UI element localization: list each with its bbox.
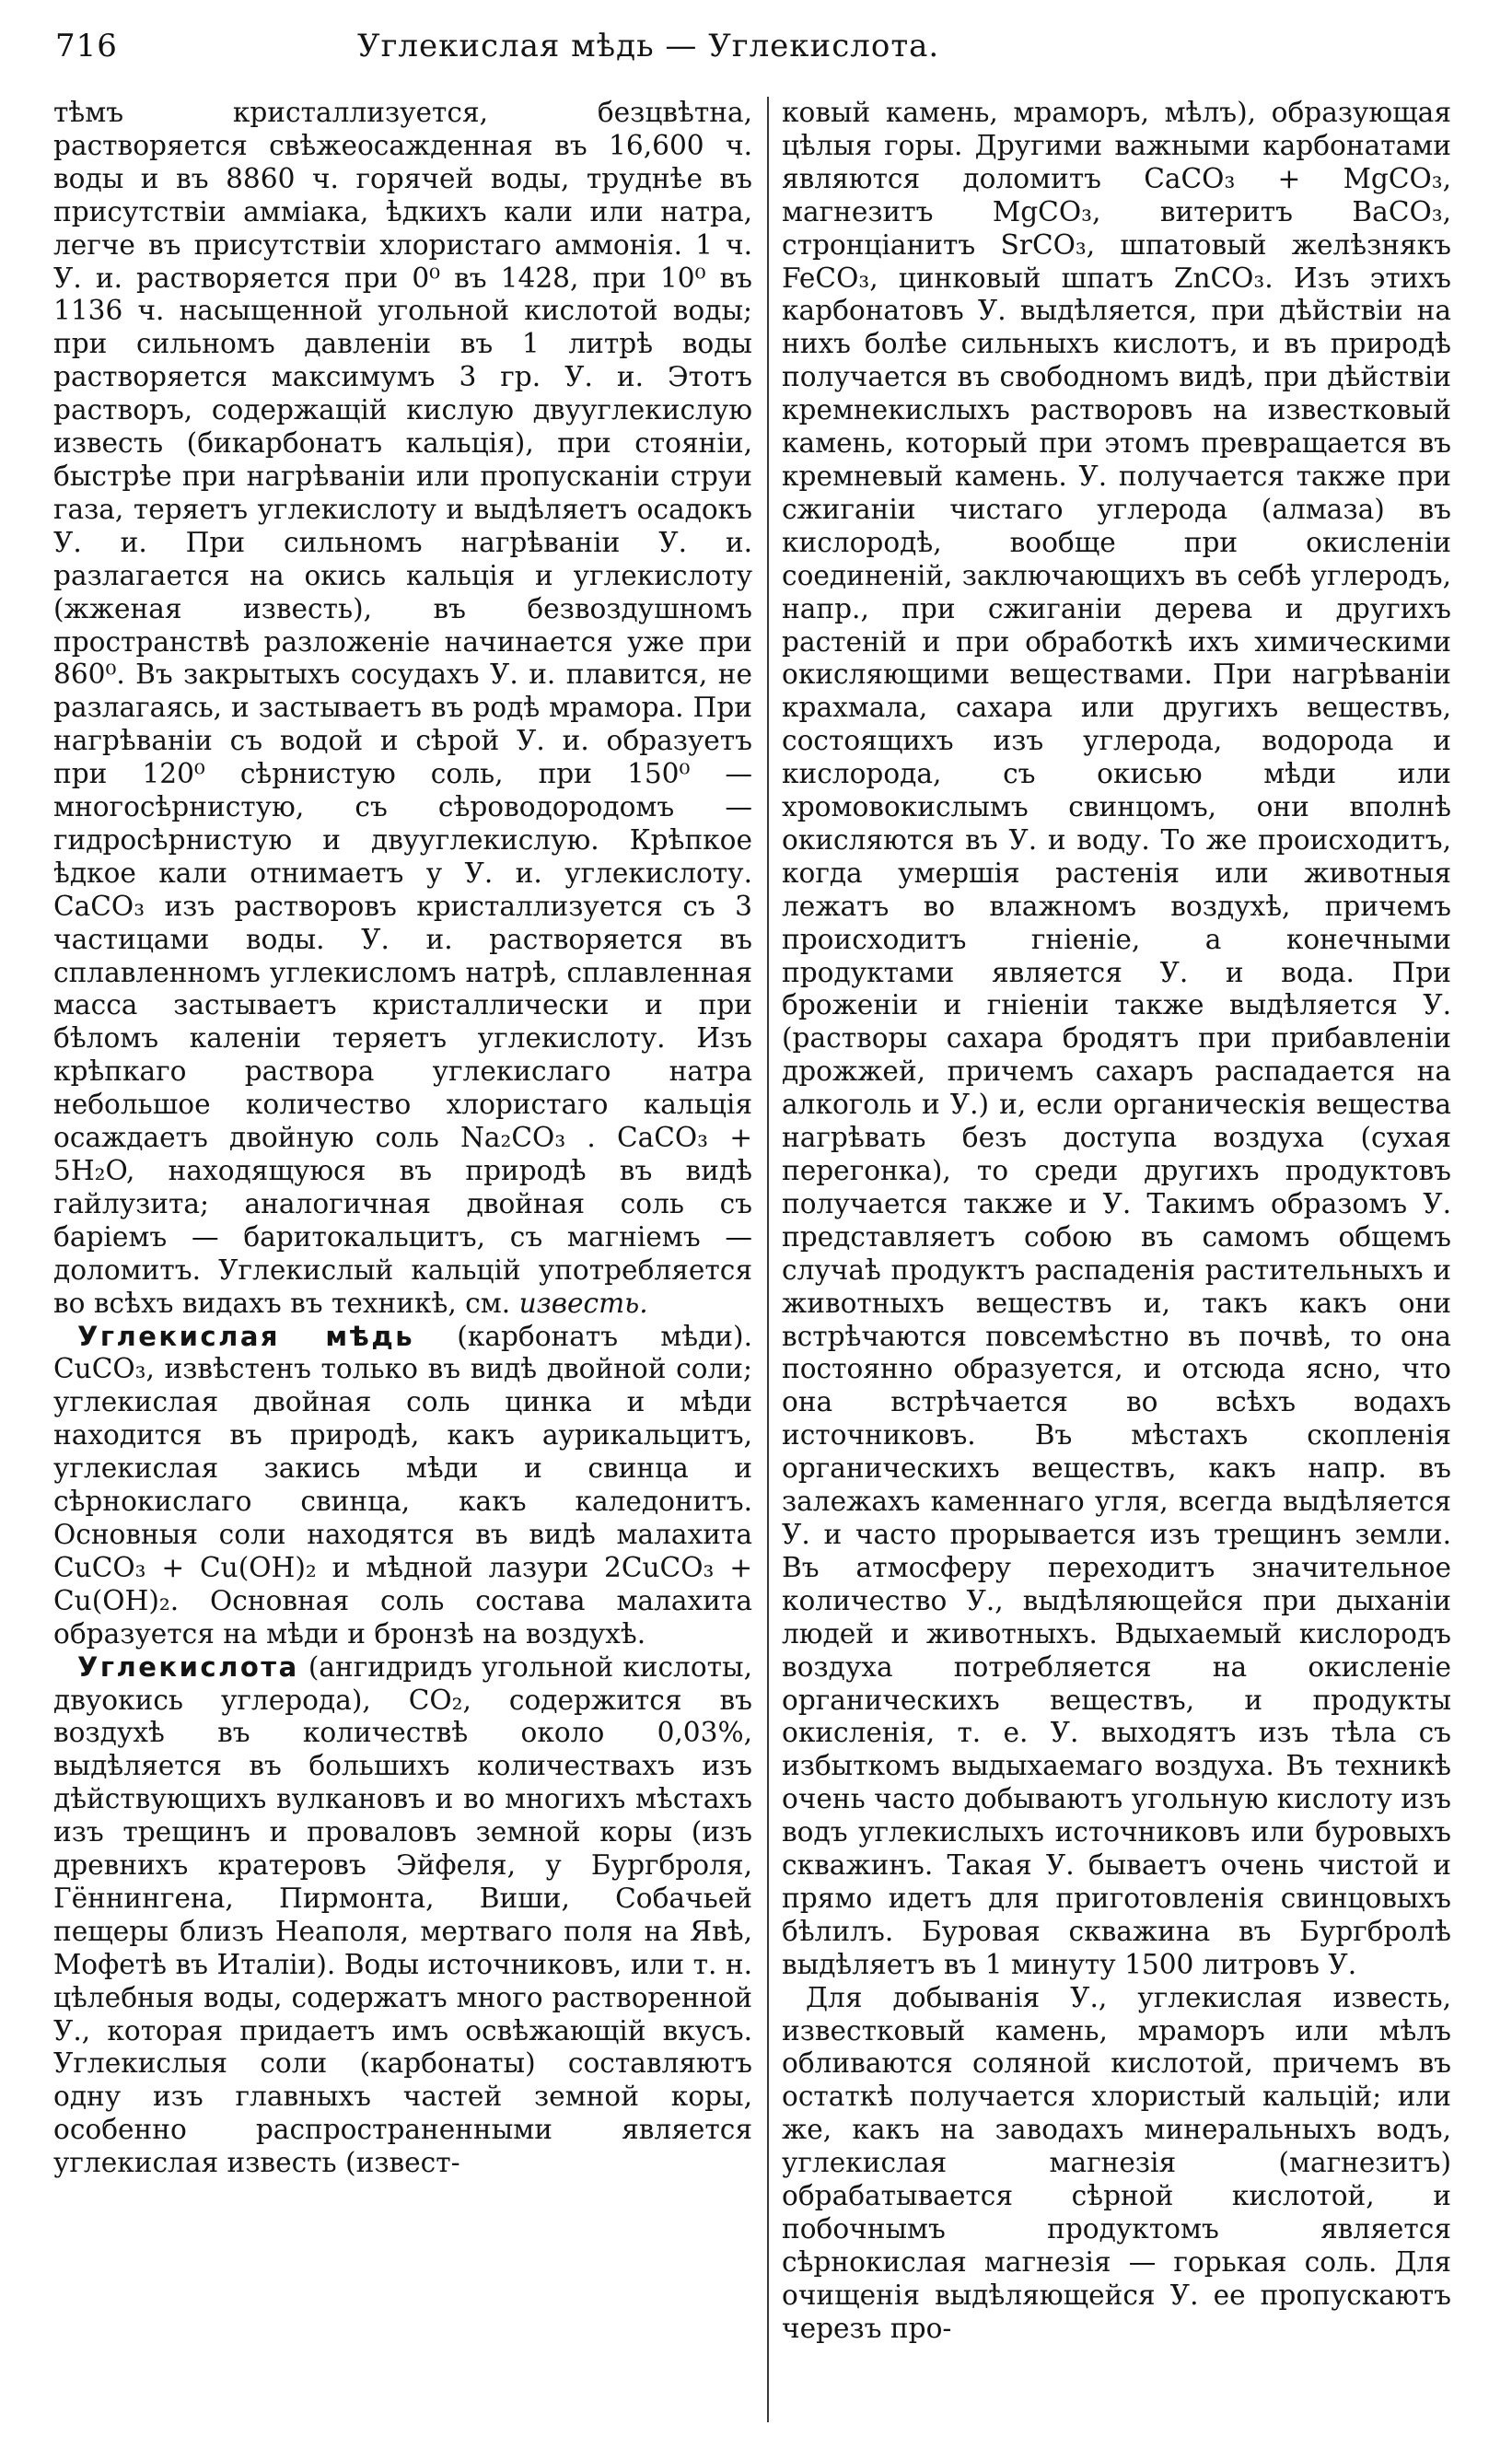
paragraph-text: ковый камень, мраморъ, мѣлъ), образующая цѣлыя горы. Другими важными карбонатами являются доломитъ CaCO₃ + MgCO₃, магнезитъ MgCO₃, витеритъ BaCO₃, стронціанитъ SrCO₃, шпатовый желѣзнякъ FeCO₃, цинковый шпатъ ZnCO₃. Изъ этихъ карбонатовъ У. выдѣляется, при дѣйствіи на нихъ болѣе сильныхъ кислотъ, и въ природѣ получается въ свободномъ видѣ, при дѣйствіи кремнекислыхъ растворовъ на известковый камень, который при этомъ превращается въ кремневый камень. У. получается также при сжиганіи чистаго углерода (алмаза) въ кислородѣ, вообще при окисленіи соединеній, заключающихъ въ себѣ углеродъ, напр., при сжиганіи дерева и другихъ растеній и при обработкѣ ихъ химическими окисляющими веществами. При нагрѣваніи крахмала, сахара или другихъ веществъ, состоящихъ изъ углерода, водорода и кислорода, съ окисью мѣди или хромовокислымъ свинцомъ, они вполнѣ окисляются въ У. и воду. То же происходитъ, когда умершія растенія или животныя лежатъ во влажномъ воздухѣ, причемъ происходитъ гніеніе, а конечными продуктами является У. и вода. При броженіи и гніеніи также выдѣляется У. (растворы сахара бродятъ при прибавленіи дрожжей, причемъ сахаръ распадается на алкоголь и У.) и, если органическія вещества нагрѣвать безъ доступа воздуха (сухая перегонка), то среди другихъ продуктовъ получается также и У. Такимъ образомъ У. представляетъ собою въ самомъ общемъ случаѣ продуктъ распаденія растительныхъ и животныхъ веществъ и, такъ какъ они встрѣчаются повсемѣстно въ почвѣ, то она постоянно образуется, и отсюда ясно, что она встрѣчается во всѣхъ водахъ источниковъ. Въ мѣстахъ скопленія органическихъ веществъ, какъ напр. въ залежахъ каменнаго угля, всегда выдѣляется У. и часто прорывается изъ трещинъ земли. Въ атмосферу переходитъ значительное количество У., выдѣляющейся при дыханіи людей и животныхъ. Вдыхаемый кислородъ воздуха потребляется на окисленіе органическихъ веществъ, и продукты окисленія, т. е. У. выходятъ изъ тѣла съ избыткомъ выдыхаемаго воздуха. Въ техникѣ очень часто добываютъ угольную кислоту изъ водъ углекислыхъ источниковъ или буровыхъ скважинъ. Такая У. бываетъ очень чистой и прямо идетъ для приготовленія свинцовыхъ бѣлилъ. Буровая скважина въ Бургбролѣ выдѣляетъ въ 1 минуту 1500 литровъ У. (782, 97, 1451, 1980)
entry-carbonic-acid (53, 1651, 752, 2181)
entry-carbonate-copper (53, 1321, 752, 1651)
entry-text: (карбонатъ мѣди). CuCO₃, извѣстенъ только въ видѣ двойной соли; углекислая двойная соль цинка и мѣди находится въ природѣ, какъ аурикальцитъ, углекислая закись мѣди и свинца и сѣрнокислаго свинца, какъ каледонитъ. Основныя соли находятся въ видѣ малахита CuCO₃ + Cu(OH)₂ и мѣдной лазури 2CuCO₃ + Cu(OH)₂. Основная соль состава малахита образуется на мѣди и бронзѣ на воздухѣ. (53, 1320, 752, 1650)
entry-text: (ангидридъ угольной кислоты, двуокись углерода), CO₂, содержится въ воздухѣ въ количествѣ около 0,03%, выдѣляется въ большихъ количествахъ изъ дѣйствующихъ вулкановъ и во многихъ мѣстахъ изъ трещинъ и проваловъ земной коры (изъ древнихъ кратеровъ Эйфеля, у Бургброля, Гённингена, Пирмонта, Виши, Собачьей пещеры близъ Неаполя, мертваго поля на Явѣ, Мофетѣ въ Италіи). Воды источниковъ, или т. н. цѣлебныя воды, содержатъ много растворенной У., которая придаетъ имъ освѣжающій вкусъ. Углекислыя соли (карбонаты) составляютъ одну изъ главныхъ частей земной коры, особенно распространенными является углекислая известь (извест- (53, 1650, 752, 2179)
paragraph-text: тѣмъ кристаллизуется, безцвѣтна, растворяется свѣжеосажденная въ 16,600 ч. воды и въ 8860 ч. горячей воды, труднѣе въ присутствіи амміака, ѣдкихъ кали или натра, легче въ присутствіи хлористаго аммонія. 1 ч. У. и. растворяется при 0⁰ въ 1428, при 10⁰ въ 1136 ч. насыщенной угольной кислотой воды; при сильномъ давленіи въ 1 литрѣ воды растворяется максимумъ 3 гр. У. и. Этотъ растворъ, содержащій кислую двууглекислую известь (бикарбонатъ кальція), при стояніи, быстрѣе при нагрѣваніи или пропусканіи струи газа, теряетъ углекислоту и выдѣляетъ осадокъ У. и. При сильномъ нагрѣваніи У. и. разлагается на окись кальція и углекислоту (жженая известь), въ безвоздушномъ пространствѣ разложеніе начинается уже при 860⁰. Въ закрытыхъ сосудахъ У. и. плавится, не разлагаясь, и застываетъ въ родѣ мрамора. При нагрѣваніи съ водой и сѣрой У. и. образуетъ при 120⁰ сѣрнистую соль, при 150⁰ — многосѣрнистую, съ сѣроводородомъ — гидросѣрнистую и двууглекислую. Крѣпкое ѣдкое кали отнимаетъ у У. и. углекислоту. CaCO₃ изъ растворовъ кристаллизуется съ 3 частицами воды. У. и. растворяется въ сплавленномъ углекисломъ натрѣ, сплавленная масса застываетъ кристаллически и при бѣломъ каленіи теряетъ углекислоту. Изъ крѣпкаго раствора углекислаго натра небольшое количество хлористаго кальція осаждаетъ двойную соль Na₂CO₃ . CaCO₃ + 5H₂O, находящуюся въ природѣ въ видѣ гайлузита; аналогичная двойная соль съ баріемъ — баритокальцитъ, съ магніемъ — доломитъ. Углекислый кальцій употребляется во всѣхъ видахъ въ техникѣ, см. (53, 97, 752, 1319)
text-columns (53, 97, 1451, 2422)
left-column (53, 97, 767, 2422)
entry-headword: Углекислота (77, 1650, 299, 1683)
paragraph (53, 97, 752, 1321)
right-column (767, 97, 1451, 2422)
entry-headword: Углекислая мѣдь (77, 1320, 415, 1352)
paragraph-text: Для добыванія У., углекислая известь, известковый камень, мраморъ или мѣлъ обливаются соляной кислотой, причемъ въ остаткѣ получается хлористый кальцій; или же, какъ на заводахъ минеральныхъ водъ, углекислая магнезія (магнезитъ) обрабатывается сѣрной кислотой, и побочнымъ продуктомъ является сѣрнокислая магнезія — горькая соль. Для очищенія выдѣляющейся У. ее пропускаютъ черезъ про- (782, 1981, 1451, 2344)
cross-reference-link[interactable]: известь. (518, 1287, 648, 1319)
paragraph (782, 1982, 1451, 2346)
paragraph (782, 97, 1451, 1982)
page-header (53, 28, 1466, 72)
page-number: 716 (55, 28, 118, 64)
running-title: Углекислая мѣдь — Углекислота. (357, 28, 940, 64)
